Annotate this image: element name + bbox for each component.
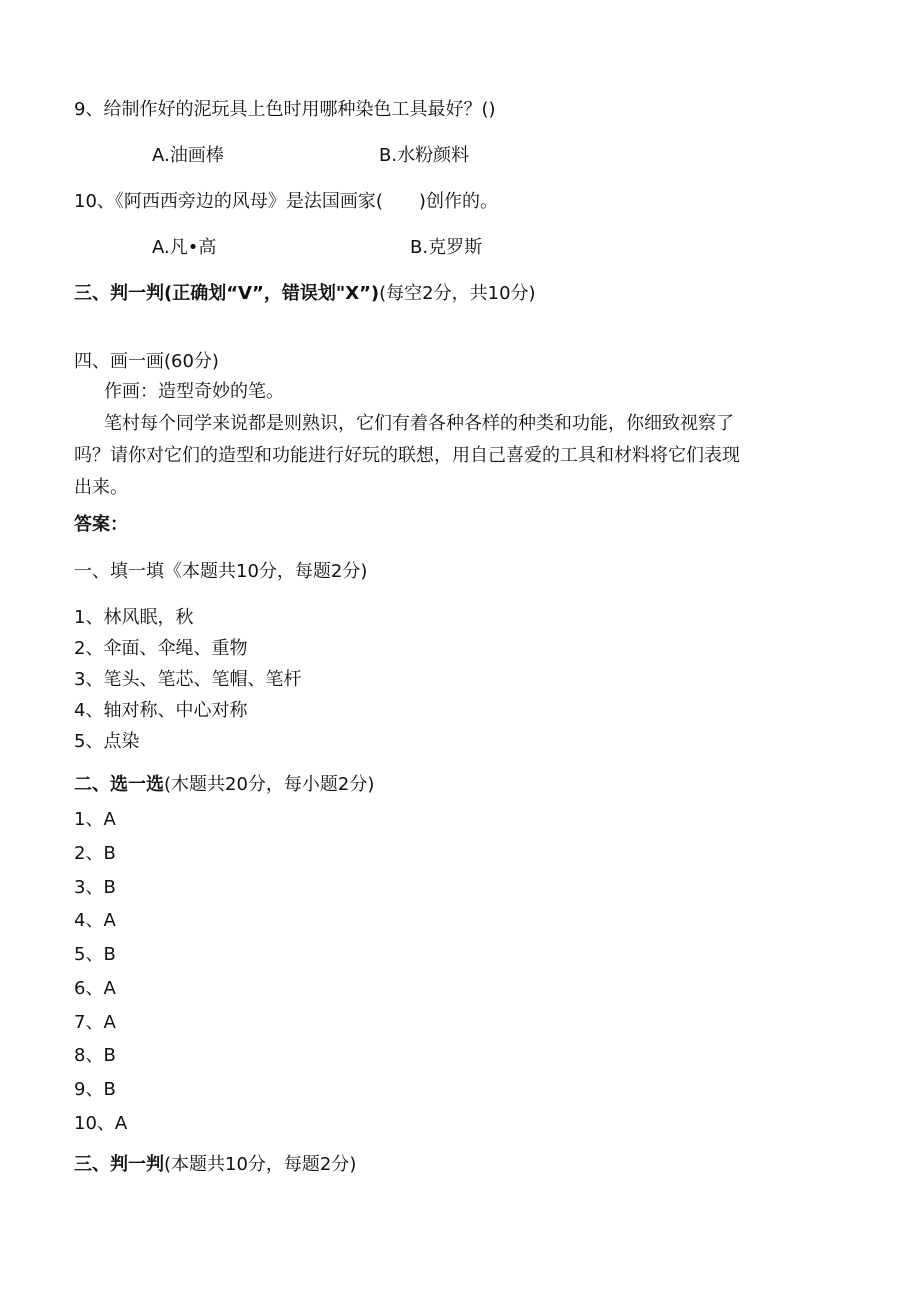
answers-part-3-title-score: (本题共10分，每题2分) [164, 1154, 357, 1175]
answers-heading: 答案： [74, 514, 128, 535]
answer-2-8: 8、B [74, 1045, 116, 1066]
question-9: 9、给制作好的泥玩具上色时用哪种染色工具最好？() [74, 99, 496, 120]
section-4-title: 四、画一画(60分) [74, 351, 219, 372]
section-4-paragraph-line-2: 吗？请你对它们的造型和功能进行好玩的联想，用自己喜爱的工具和材料将它们表现 [74, 445, 740, 466]
answer-2-7: 7、A [74, 1012, 116, 1033]
answer-2-1: 1、A [74, 809, 116, 830]
section-3-title-score: (每空2分，共10分) [379, 283, 536, 304]
answer-1-1: 1、林风眠，秋 [74, 607, 194, 628]
q9-option-b: B.水粉颜料 [379, 145, 470, 166]
answers-part-1-title: 一、填一填《本题共10分，每题2分) [74, 561, 368, 582]
section-4-paragraph-line-3: 出来。 [74, 477, 128, 498]
answers-part-2-title [74, 773, 374, 797]
answers-part-2-title-main: 二、选一选 [74, 774, 164, 795]
answer-2-4: 4、A [74, 910, 116, 931]
answer-2-10: 10、A [74, 1113, 128, 1134]
section-3-title-main: 三、判一判(正确划“V”，错误划"X”) [74, 283, 380, 304]
section-4-paragraph-line-1: 笔村每个同学来说都是则熟识，它们有着各种各样的种类和功能，你细致视察了 [104, 413, 734, 434]
q10-option-a: A.凡•高 [152, 237, 217, 258]
section-4-task: 作画：造型奇妙的笔。 [104, 381, 284, 402]
q10-option-b: B.克罗斯 [410, 237, 483, 258]
answers-part-3-title [74, 1153, 356, 1177]
q9-option-a: A.油画棒 [152, 145, 224, 166]
answers-part-2-title-score: (木题共20分，每小题2分) [164, 774, 375, 795]
section-3-title [74, 282, 536, 306]
answer-1-3: 3、笔头、笔芯、笔帽、笔杆 [74, 669, 302, 690]
answer-2-9: 9、B [74, 1079, 116, 1100]
answer-2-6: 6、A [74, 978, 116, 999]
answers-part-3-title-main: 三、判一判 [74, 1154, 164, 1175]
answer-2-3: 3、B [74, 877, 116, 898]
question-10: 10、《阿西西旁边的风母》是法国画家( )创作的。 [74, 191, 498, 212]
answer-2-5: 5、B [74, 944, 116, 965]
answer-1-4: 4、轴对称、中心对称 [74, 700, 248, 721]
answer-1-5: 5、点染 [74, 731, 140, 752]
answer-2-2: 2、B [74, 843, 116, 864]
answer-1-2: 2、伞面、伞绳、重物 [74, 638, 248, 659]
